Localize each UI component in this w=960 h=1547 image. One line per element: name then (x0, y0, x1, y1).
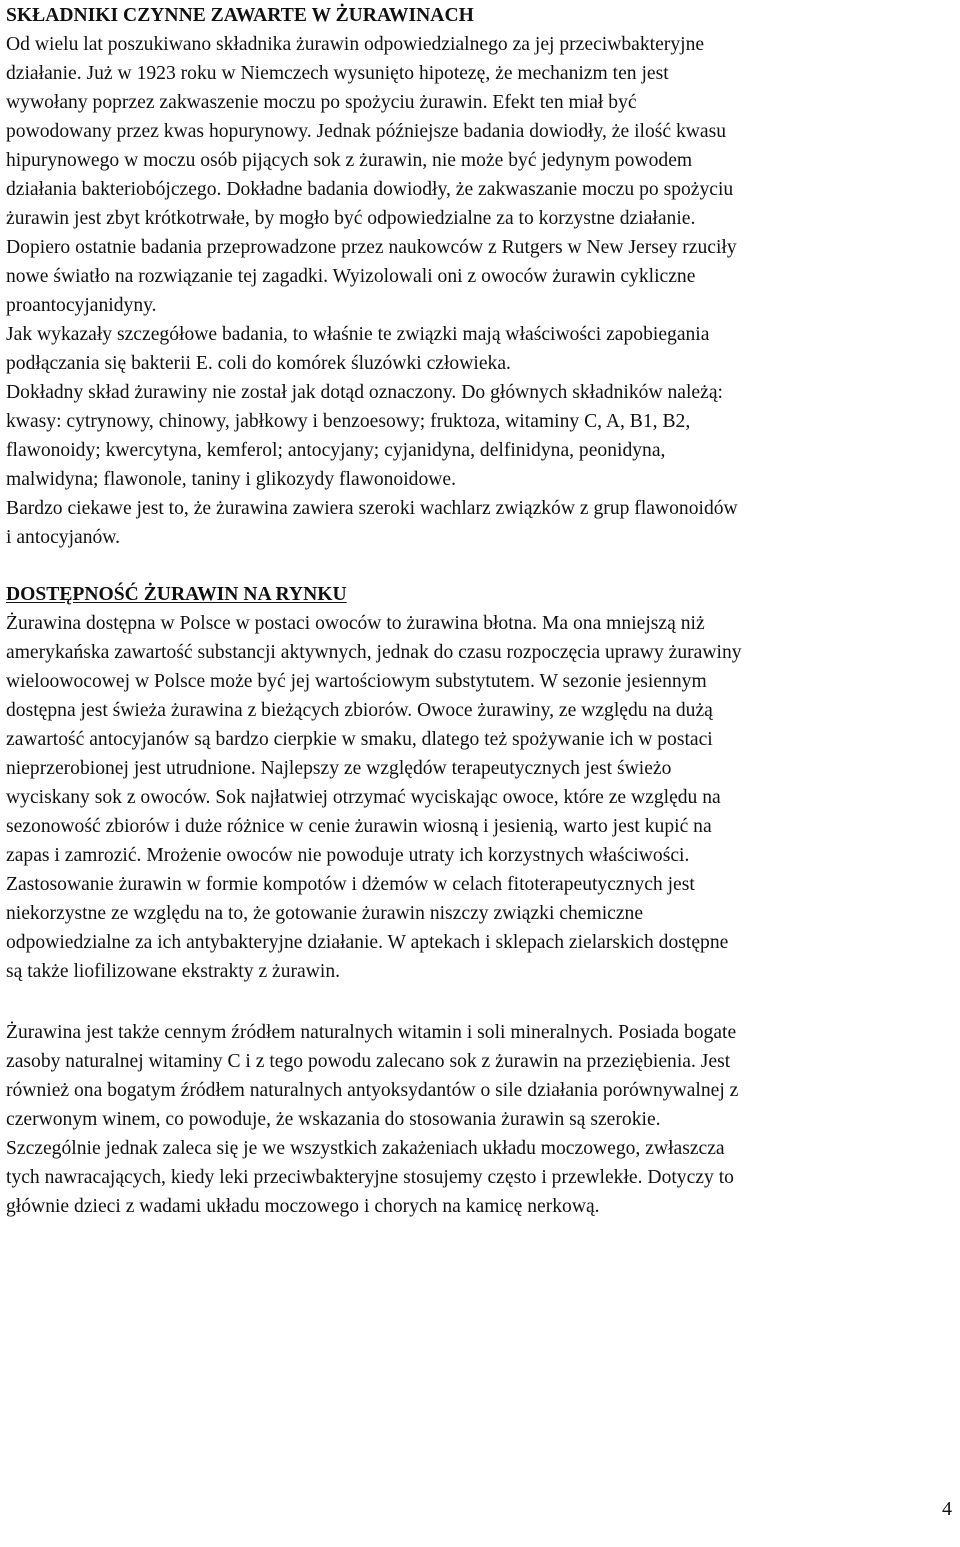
paragraph-line: powodowany przez kwas hopurynowy. Jednak późniejsze badania dowiodły, że ilość kwasu (6, 121, 727, 142)
paragraph-line: tych nawracających, kiedy leki przeciwbakteryjne stosujemy często i przewlekłe. Dotyczy to (6, 1167, 734, 1188)
paragraph-line: Zastosowanie żurawin w formie kompotów i dżemów w celach fitoterapeutycznych jest (6, 874, 695, 895)
section-market-availability (6, 580, 954, 986)
section-heading-active-ingredients: SKŁADNIKI CZYNNE ZAWARTE W ŻURAWINACH (6, 5, 474, 26)
paragraph-line: Bardzo ciekawe jest to, że żurawina zawiera szeroki wachlarz związków z grup flawonoidów (6, 498, 738, 519)
paragraph-line: działania bakteriobójczego. Dokładne badania dowiodły, że zakwaszanie moczu po spożyciu (6, 179, 734, 200)
paragraph-line: Szczególnie jednak zaleca się je we wszystkich zakażeniach układu moczowego, zwłaszcza (6, 1138, 725, 1159)
section-heading-market-availability: DOSTĘPNOŚĆ ŻURAWIN NA RYNKU (6, 584, 347, 605)
section-health-benefits (6, 1018, 954, 1221)
paragraph-line: sezonowość zbiorów i duże różnice w cenie żurawin wiosną i jesienią, warto jest kupić na (6, 816, 712, 837)
paragraph-line: podłączania się bakterii E. coli do komórek śluzówki człowieka. (6, 353, 511, 374)
paragraph-line: dostępna jest świeża żurawina z bieżących zbiorów. Owoce żurawiny, ze względu na dużą (6, 700, 713, 721)
section-active-ingredients (6, 1, 954, 552)
paragraph-line: żurawin jest zbyt krótkotrwałe, by mogło być odpowiedzialne za to korzystne działanie. (6, 208, 696, 229)
paragraph-line: Żurawina dostępna w Polsce w postaci owoców to żurawina błotna. Ma ona mniejszą niż (6, 613, 705, 634)
paragraph-line: wywołany poprzez zakwaszenie moczu po spożyciu żurawin. Efekt ten miał być (6, 92, 637, 113)
paragraph-line: proantocyjanidyny. (6, 295, 157, 316)
paragraph-line: Jak wykazały szczegółowe badania, to właśnie te związki mają właściwości zapobiegania (6, 324, 710, 345)
paragraph-line: niekorzystne ze względu na to, że gotowanie żurawin niszczy związki chemiczne (6, 903, 644, 924)
paragraph-line: odpowiedzialne za ich antybakteryjne działanie. W aptekach i sklepach zielarskich dostępne (6, 932, 729, 953)
paragraph-line: głównie dzieci z wadami układu moczowego i chorych na kamicę nerkową. (6, 1196, 600, 1217)
paragraph-line: wieloowocowej w Polsce może być jej wartościowym substytutem. W sezonie jesiennym (6, 671, 707, 692)
paragraph-line: działanie. Już w 1923 roku w Niemczech wysunięto hipotezę, że mechanizm ten jest (6, 63, 669, 84)
paragraph-line: czerwonym winem, co powoduje, że wskazania do stosowania żurawin są szerokie. (6, 1109, 661, 1130)
paragraph-line: są także liofilizowane ekstrakty z żurawin. (6, 961, 341, 982)
paragraph-line: hipurynowego w moczu osób pijących sok z żurawin, nie może być jedynym powodem (6, 150, 693, 171)
paragraph-line: zasoby naturalnej witaminy C i z tego powodu zalecano sok z żurawin na przeziębienia. Jest (6, 1051, 731, 1072)
paragraph-line: flawonoidy; kwercytyna, kemferol; antocyjany; cyjanidyna, delfinidyna, peonidyna, (6, 440, 666, 461)
paragraph-line: zapas i zamrozić. Mrożenie owoców nie powoduje utraty ich korzystnych właściwości. (6, 845, 690, 866)
paragraph-line: wyciskany sok z owoców. Sok najłatwiej otrzymać wyciskając owoce, które ze względu na (6, 787, 721, 808)
paragraph-line: Dokładny skład żurawiny nie został jak dotąd oznaczony. Do głównych składników należą: (6, 382, 723, 403)
paragraph-line: kwasy: cytrynowy, chinowy, jabłkowy i benzoesowy; fruktoza, witaminy C, A, B1, B2, (6, 411, 691, 432)
paragraph-line: Dopiero ostatnie badania przeprowadzone przez naukowców z Rutgers w New Jersey rzuciły (6, 237, 737, 258)
paragraph-line: amerykańska zawartość substancji aktywnych, jednak do czasu rozpoczęcia uprawy żurawiny (6, 642, 742, 663)
paragraph-line: również ona bogatym źródłem naturalnych antyoksydantów o sile działania porównywalnej z (6, 1080, 739, 1101)
paragraph-line: zawartość antocyjanów są bardzo cierpkie w smaku, dlatego też spożywanie ich w postaci (6, 729, 713, 750)
paragraph-line: nowe światło na rozwiązanie tej zagadki. Wyizolowali oni z owoców żurawin cykliczne (6, 266, 696, 287)
paragraph-line: i antocyjanów. (6, 527, 121, 548)
paragraph-line: Żurawina jest także cennym źródłem naturalnych witamin i soli mineralnych. Posiada bogate (6, 1022, 737, 1043)
paragraph-line: nieprzerobionej jest utrudnione. Najlepszy ze względów terapeutycznych jest świeżo (6, 758, 672, 779)
page-number: 4 (942, 1498, 952, 1520)
paragraph-line: Od wielu lat poszukiwano składnika żurawin odpowiedzialnego za jej przeciwbakteryjne (6, 34, 705, 55)
paragraph-line: malwidyna; flawonole, taniny i glikozydy flawonoidowe. (6, 469, 457, 490)
